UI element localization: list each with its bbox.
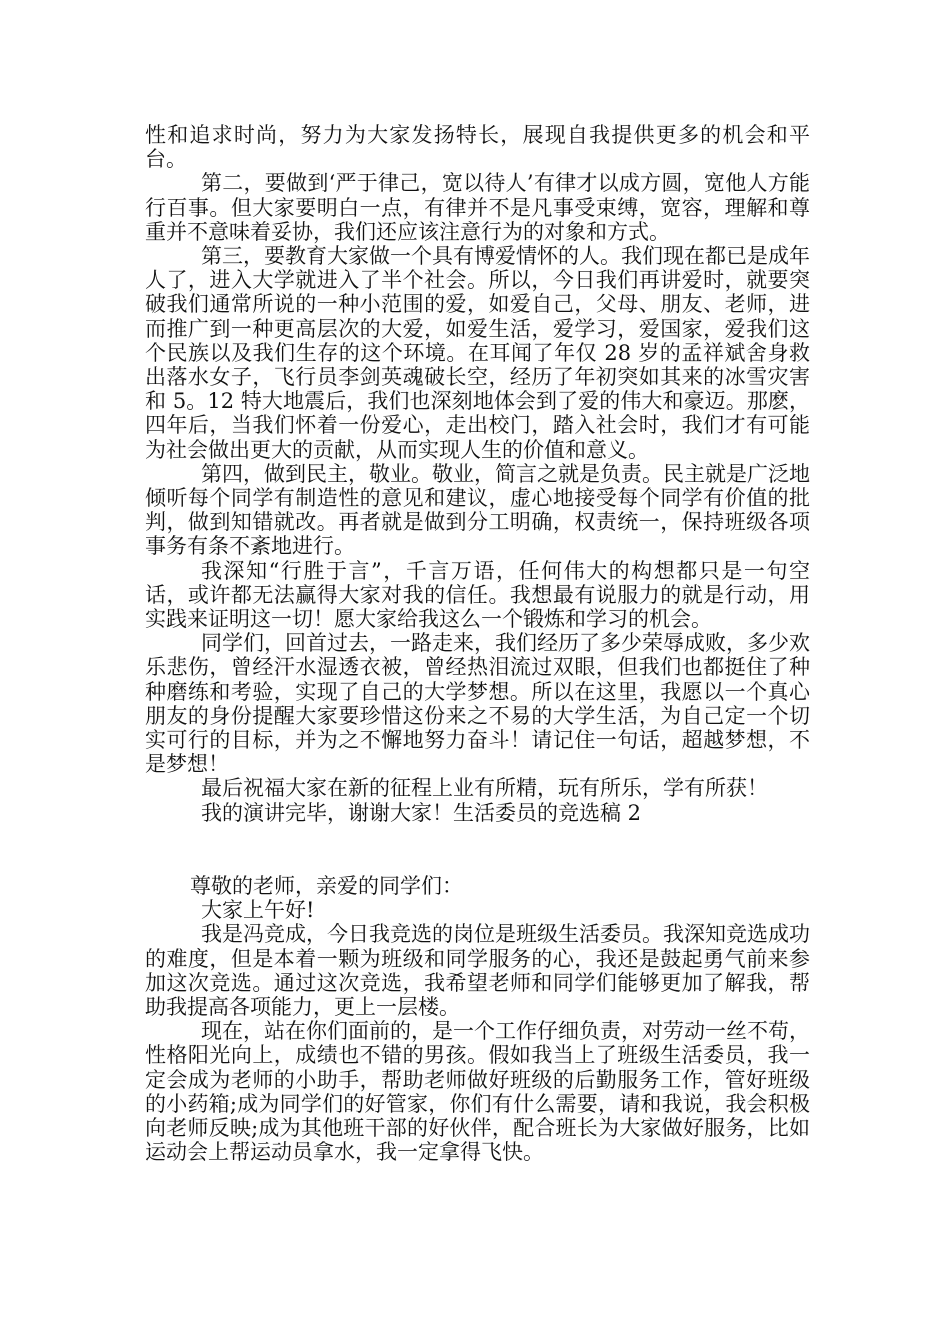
section-gap [145, 825, 810, 874]
paragraph-continuation: 性和追求时尚，努力为大家发扬特长，展现自我提供更多的机会和平台。 [145, 123, 810, 172]
paragraph-action: 我深知“行胜于言”，千言万语，任何伟大的构想都只是一句空话，或许都无法赢得大家对我的信任。我想最有说服力的就是行动，用实践来证明这一切！愿大家给我这么一个锻炼和学习的机会。 [145, 558, 810, 632]
paragraph-classmates: 同学们，回首过去，一路走来，我们经历了多少荣辱成败，多少欢乐悲伤，曾经汗水湿透衣被，曾经热泪流过双眼，但我们也都挺住了种种磨练和考验，实现了自己的大学梦想。所以在这里，我愿以一个真心朋友的身份提醒大家要珍惜这份来之不易的大学生活，为自己定一个切实可行的目标，并为之不懈地努力奋斗！请记住一句话，超越梦想，不是梦想！ [145, 631, 810, 777]
salutation: 尊敬的老师，亲爱的同学们： [190, 873, 463, 898]
paragraph-introduction: 我是冯竞成，今日我竞选的岗位是班级生活委员。我深知竞选成功的难度，但是本着一颗为班级和同学服务的心，我还是鼓起勇气前来参加这次竞选。通过这次竞选，我希望老师和同学们能够更加了解我，帮助我提高各项能力，更上一层楼。 [145, 922, 810, 1019]
paragraph-fourth-point: 第四，做到民主，敬业。敬业，简言之就是负责。民主就是广泛地倾听每个同学有制造性的意见和建议，虚心地接受每个同学有价值的批判，做到知错就改。再者就是做到分工明确，权责统一，保持班级各项事务有条不紊地进行。 [145, 461, 810, 559]
document-body [145, 123, 810, 1164]
paragraph-third-point: 第三，要教育大家做一个具有博爱情怀的人。我们现在都已是成年人了，进入大学就进入了半个社会。所以，今日我们再讲爱时，就要突破我们通常所说的一种小范围的爱，如爱自己，父母、朋友、老师，进而推广到一种更高层次的大爱，如爱生活，爱学习，爱国家，爱我们这个民族以及我们生存的这个环境。在耳闻了年仅 28 岁的孟祥斌舍身救出落水女子，飞行员李剑英魂破长空，经历了年初突如其来的冰雪灾害和 5。12 特大地震后，我们也深刻地体会到了爱的伟大和豪迈。那麽，四年后，当我们怀着一份爱心，走出校门，踏入社会时，我们才有可能为社会做出更大的贡献，从而实现人生的价值和意义。 [145, 244, 810, 462]
closing-thanks: 我的演讲完毕，谢谢大家！生活委员的竞选稿 2 [201, 800, 642, 825]
paragraph-self-description: 现在，站在你们面前的，是一个工作仔细负责，对劳动一丝不苟，性格阳光向上，成绩也不错的男孩。假如我当上了班级生活委员，我一定会成为老师的小助手，帮助老师做好班级的后勤服务工作，管好班级的小药箱;成为同学们的好管家，你们有什么需要，请和我说，我会积极向老师反映;成为其他班干部的好伙伴，配合班长为大家做好服务，比如运动会上帮运动员拿水，我一定拿得飞快。 [145, 1019, 810, 1165]
paragraph-second-point: 第二，要做到‘严于律己，宽以待人’有律才以成方圆，宽他人方能行百事。但大家要明白一点，有律并不是凡事受束缚，宽容，理解和尊重并不意味着妥协，我们还应该注意行为的对象和方式。 [145, 171, 810, 244]
closing-wish: 最后祝福大家在新的征程上业有所精，玩有所乐，学有所获！ [201, 776, 768, 801]
greeting: 大家上午好! [201, 898, 315, 923]
